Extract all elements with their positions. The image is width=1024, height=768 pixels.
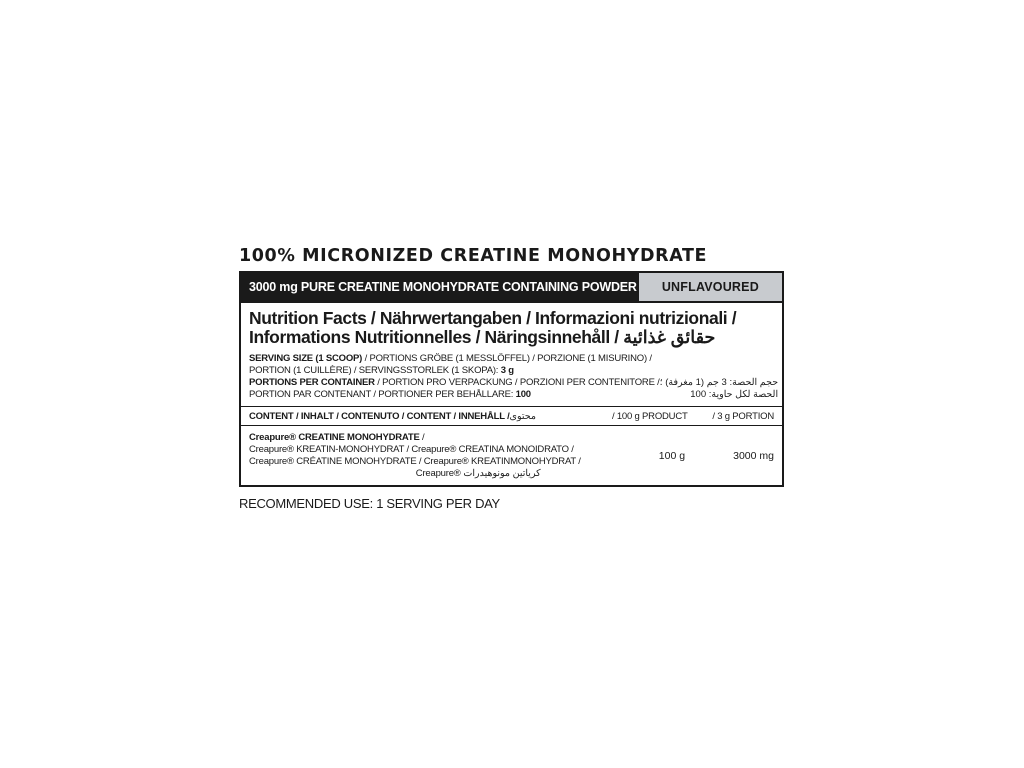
table-header <box>241 406 782 426</box>
portions-line2-text: PORTION PAR CONTENANT / PORTIONER PER BEHÅLLARE: <box>249 389 516 400</box>
row-line3: Creapure® CRÉATINE MONOHYDRATE / Creapure® KREATINMONOHYDRAT / <box>249 456 581 467</box>
row-line4-arabic: كرياتين مونوهيدرات ®Creapure <box>415 468 541 479</box>
portions-rest-line1: / PORTION PRO VERPACKUNG / PORZIONI PER CONTENITORE / <box>374 377 660 388</box>
row-line2: Creapure® KREATIN-MONOHYDRAT / Creapure® CREATINA MONOIDRATO / <box>249 444 574 455</box>
serving-size <box>249 353 774 365</box>
portions-line2 <box>249 389 660 401</box>
row-line1-bold: Creapure® CREATINE MONOHYDRATE <box>249 432 420 443</box>
arabic-portions: الحصة لكل حاوية: 100 <box>690 389 779 400</box>
row-value-3g: 3000 mg <box>733 450 774 462</box>
portions-row <box>249 377 779 401</box>
nutrition-facts-section <box>241 303 782 401</box>
description-text: 3000 mg PURE CREATINE MONOHYDRATE CONTAINING POWDER <box>241 273 637 301</box>
row-content <box>249 432 581 480</box>
product-title: 100% MICRONIZED CREATINE MONOHYDRATE <box>239 246 708 266</box>
arabic-serving: حجم الحصة: 3 جم (1 مغرفة) ؛ <box>659 377 779 388</box>
serving-value: 3 g <box>500 365 514 376</box>
column-content-text: CONTENT / INHALT / CONTENUTO / CONTENT / INNEHÅLL / <box>249 410 510 422</box>
row-line1 <box>249 432 581 444</box>
column-3g-text: / 3 g PORTION <box>712 410 774 422</box>
row-line1-rest: / <box>419 432 425 443</box>
portions-value: 100 <box>515 389 531 400</box>
nutrition-box <box>239 271 784 487</box>
description-bar <box>241 273 782 303</box>
column-100g-text: / 100 g PRODUCT <box>611 410 688 422</box>
supplement-label <box>239 246 784 511</box>
recommended-use: RECOMMENDED USE: 1 SERVING PER DAY <box>239 496 500 511</box>
column-3g <box>688 411 774 422</box>
serving-line2: PORTION (1 CUILLÈRE) / SERVINGSSTORLEK (1 SKOPA): <box>249 365 501 376</box>
serving-rest-line1: / PORTIONS GRÖBE (1 MESSLÖFFEL) / PORZIONE (1 MISURINO) / <box>362 353 652 364</box>
nutrition-title-line2: Informations Nutritionnelles / Näringsinnehåll / حقائق غذائية <box>249 327 716 347</box>
serving-size-line2 <box>249 365 774 377</box>
serving-label: SERVING SIZE (1 SCOOP) <box>249 353 363 364</box>
table-row <box>241 426 782 485</box>
portions-label: PORTIONS PER CONTAINER <box>249 377 375 388</box>
portions-latin <box>249 377 660 401</box>
column-content-arabic: محتوى <box>509 410 536 422</box>
column-content <box>249 411 586 422</box>
portions-line1 <box>249 377 660 389</box>
flavour-badge: UNFLAVOURED <box>637 273 782 301</box>
row-value-100g: 100 g <box>658 450 686 462</box>
column-content-label <box>249 411 510 422</box>
portions-arabic <box>660 377 779 401</box>
nutrition-title-line1: Nutrition Facts / Nährwertangaben / Informazioni nutrizionali / <box>249 308 737 328</box>
column-100g <box>586 411 688 422</box>
